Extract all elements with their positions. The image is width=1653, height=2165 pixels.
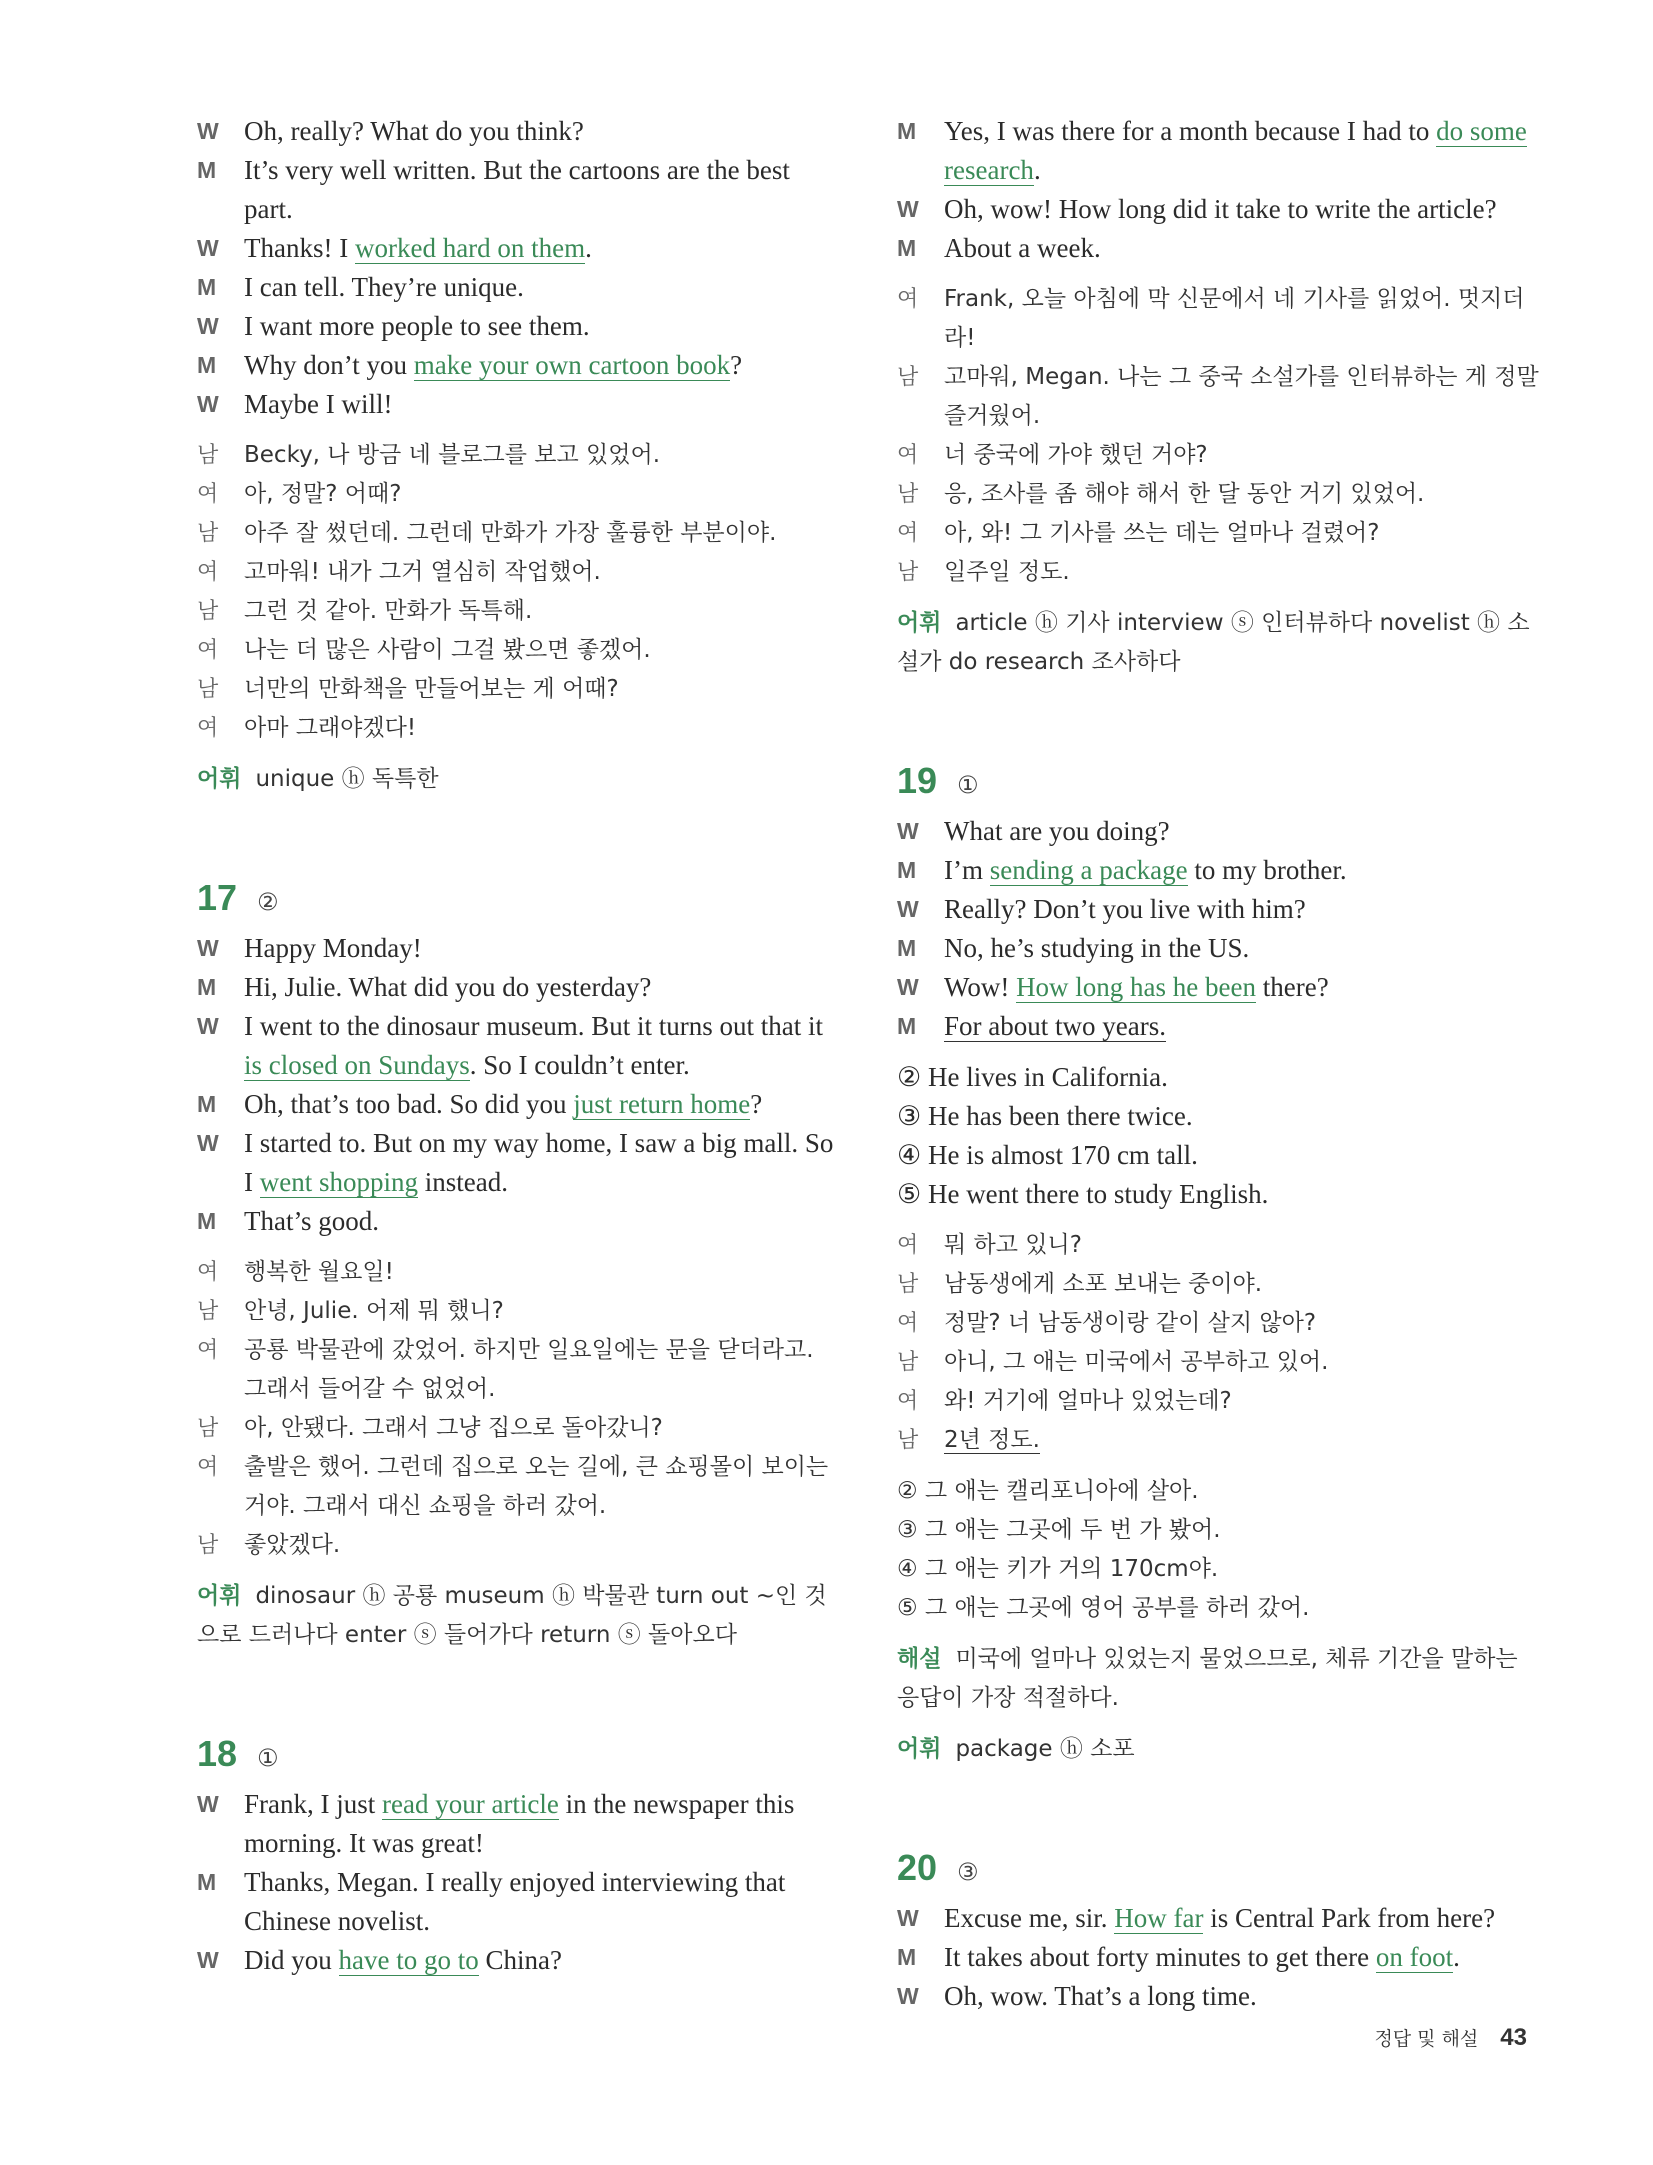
- dialogue-line: [197, 592, 839, 631]
- line-text: [244, 385, 839, 424]
- line-text: [944, 475, 1539, 514]
- dialogue-line: [197, 1253, 839, 1292]
- speaker-label: 남: [197, 443, 219, 468]
- line-text-plain: Maybe I will!: [244, 389, 393, 419]
- page-number: 43: [1500, 2024, 1527, 2051]
- line-text: [244, 1785, 839, 1863]
- speaker-label: 여: [897, 1233, 919, 1258]
- line-text-plain: 행복한 월요일!: [244, 1259, 394, 1285]
- dialogue-line: [897, 1977, 1539, 2016]
- line-text: [244, 436, 839, 475]
- line-text-plain: Yes, I was there for a month because I had to: [944, 116, 1437, 146]
- answer-options-ko: [897, 1472, 1539, 1628]
- speaker-label: W: [197, 118, 219, 144]
- line-text: [244, 307, 839, 346]
- line-text-plain: 아, 안됐다. 그래서 그냥 집으로 돌아갔니?: [244, 1415, 663, 1441]
- dialogue-line: [197, 1331, 839, 1409]
- question-header: [197, 877, 839, 919]
- line-text-plain: is Central Park from here?: [1203, 1903, 1496, 1933]
- speaker-label: 남: [197, 1416, 219, 1441]
- dialogue-line: [197, 1007, 839, 1085]
- line-text: [244, 1526, 839, 1565]
- line-text: [244, 1007, 839, 1085]
- line-text: [944, 851, 1539, 890]
- vocab-label: 어휘: [197, 1583, 242, 1609]
- line-text: [244, 268, 839, 307]
- speaker-label: 남: [197, 1533, 219, 1558]
- line-text-plain: I want more people to see them.: [244, 311, 590, 341]
- line-text-plain: 좋았겠다.: [244, 1532, 341, 1558]
- speaker-label: W: [897, 818, 919, 844]
- speaker-label: 여: [197, 716, 219, 741]
- line-text: [244, 1331, 839, 1409]
- question-number: 20: [897, 1847, 938, 1888]
- speaker-label: W: [897, 1983, 919, 2009]
- speaker-label: M: [897, 1944, 917, 1970]
- line-text-plain: Oh, wow! How long did it take to write the article?: [944, 194, 1497, 224]
- dialogue-ko: [197, 1253, 839, 1565]
- dialogue-line: [197, 1785, 839, 1863]
- dialogue-ko: [897, 1226, 1539, 1460]
- line-text-plain: Happy Monday!: [244, 933, 422, 963]
- dialogue-line: [897, 1899, 1539, 1938]
- explanation-line: [897, 1640, 1539, 1718]
- line-text-plain: Hi, Julie. What did you do yesterday?: [244, 972, 652, 1002]
- line-text: [244, 229, 839, 268]
- vocab-label: 어휘: [197, 766, 242, 792]
- dialogue-line: [897, 553, 1539, 592]
- speaker-label: M: [197, 1208, 217, 1234]
- speaker-label: 남: [197, 1299, 219, 1324]
- line-text-plain: there?: [1256, 972, 1329, 1002]
- line-text-plain: Oh, really? What do you think?: [244, 116, 584, 146]
- speaker-label: M: [897, 935, 917, 961]
- line-text-plain: Why don’t you: [244, 350, 414, 380]
- highlight-phrase: How far: [1114, 1903, 1204, 1933]
- line-text: [244, 1202, 839, 1241]
- line-text-plain: 나는 더 많은 사람이 그걸 봤으면 좋겠어.: [244, 637, 651, 663]
- line-text: [944, 812, 1539, 851]
- line-text-plain: 아주 잘 썼던데. 그런데 만화가 가장 훌륭한 부분이야.: [244, 520, 777, 546]
- speaker-label: 남: [197, 599, 219, 624]
- line-text-plain: Thanks, Megan. I really enjoyed interviewing that Chinese novelist.: [244, 1867, 786, 1936]
- dialogue-en: [897, 112, 1539, 268]
- answer-mark: ①: [957, 771, 979, 799]
- dialogue-line: [197, 1085, 839, 1124]
- line-text: [244, 112, 839, 151]
- speaker-label: 여: [197, 1260, 219, 1285]
- question-header: [897, 760, 1539, 802]
- speaker-label: 남: [897, 482, 919, 507]
- speaker-label: 여: [897, 287, 919, 312]
- dialogue-line: [197, 1448, 839, 1526]
- dialogue-line: [897, 1007, 1539, 1046]
- line-text-plain: I’m: [944, 855, 990, 885]
- line-text-plain: ?: [750, 1089, 763, 1119]
- speaker-label: 남: [897, 1350, 919, 1375]
- line-text: [244, 1448, 839, 1526]
- line-text: [244, 1941, 839, 1980]
- speaker-label: W: [197, 235, 219, 261]
- dialogue-ko: [197, 436, 839, 748]
- line-text: [944, 1899, 1539, 1938]
- line-text-plain: Frank, I just: [244, 1789, 382, 1819]
- line-text: [244, 968, 839, 1007]
- speaker-label: 남: [897, 1272, 919, 1297]
- speaker-label: 여: [897, 1311, 919, 1336]
- highlight-phrase: How long has he been: [1016, 972, 1257, 1002]
- dialogue-line: [197, 553, 839, 592]
- right-column: [897, 112, 1539, 2028]
- vocab-text: dinosaur ⓗ 공룡 museum ⓗ 박물관 turn out ~인 것으로 드러나다 enter ⓢ 들어가다 return ⓢ 돌아오다: [197, 1583, 827, 1648]
- line-text-plain: . So I couldn’t enter.: [469, 1050, 690, 1080]
- dialogue-line: [197, 1202, 839, 1241]
- dialogue-line: [197, 968, 839, 1007]
- dialogue-line: [897, 890, 1539, 929]
- dialogue-line: [197, 385, 839, 424]
- speaker-label: 남: [897, 560, 919, 585]
- line-text-plain: That’s good.: [244, 1206, 379, 1236]
- speaker-label: 남: [897, 1428, 919, 1453]
- line-text-plain: 아니, 그 애는 미국에서 공부하고 있어.: [944, 1349, 1329, 1375]
- option-item: ⑤ He went there to study English.: [897, 1179, 1269, 1209]
- speaker-label: 여: [197, 482, 219, 507]
- speaker-label: 여: [197, 560, 219, 585]
- line-text-plain: 고마워! 내가 그거 열심히 작업했어.: [244, 559, 601, 585]
- line-text-plain: It’s very well written. But the cartoons are the best part.: [244, 155, 790, 224]
- vocab-label: 어휘: [897, 1736, 942, 1762]
- dialogue-line: [197, 346, 839, 385]
- speaker-label: W: [197, 1130, 219, 1156]
- option-item: ③ 그 애는 그곳에 두 번 가 봤어.: [897, 1517, 1221, 1543]
- line-text-plain: to my brother.: [1187, 855, 1347, 885]
- dialogue-line: [897, 280, 1539, 358]
- question-number: 18: [197, 1733, 238, 1774]
- line-text-plain: 그런 것 같아. 만화가 독특해.: [244, 598, 533, 624]
- line-text: [244, 670, 839, 709]
- dialogue-line: [897, 514, 1539, 553]
- vocab-text: article ⓗ 기사 interview ⓢ 인터뷰하다 novelist ⓗ 소설가 do research 조사하다: [897, 610, 1530, 675]
- vocab-label: 어휘: [897, 610, 942, 636]
- line-text: [944, 968, 1539, 1007]
- line-text: [244, 1124, 839, 1202]
- line-text-plain: Excuse me, sir.: [944, 1903, 1115, 1933]
- speaker-label: M: [197, 1091, 217, 1117]
- line-text-plain: China?: [478, 1945, 562, 1975]
- speaker-label: M: [897, 235, 917, 261]
- speaker-label: M: [197, 274, 217, 300]
- page-footer: [1374, 2024, 1527, 2052]
- line-text-plain: .: [1453, 1942, 1460, 1972]
- dialogue-line: [197, 151, 839, 229]
- line-text: [244, 709, 839, 748]
- highlight-phrase: sending a package: [989, 855, 1188, 885]
- line-text-plain: Wow!: [944, 972, 1017, 1002]
- speaker-label: W: [197, 935, 219, 961]
- line-text-plain: 남동생에게 소포 보내는 중이야.: [944, 1271, 1263, 1297]
- line-text-plain: 너만의 만화책을 만들어보는 게 어때?: [244, 676, 619, 702]
- line-text: [244, 151, 839, 229]
- speaker-label: M: [197, 352, 217, 378]
- line-text-plain: 정말? 너 남동생이랑 같이 살지 않아?: [944, 1310, 1317, 1336]
- dialogue-line: [197, 1941, 839, 1980]
- speaker-label: 여: [197, 1338, 219, 1363]
- question-number: 17: [197, 877, 238, 918]
- line-text-plain: No, he’s studying in the US.: [944, 933, 1250, 963]
- speaker-label: M: [197, 157, 217, 183]
- speaker-label: W: [197, 1013, 219, 1039]
- line-text-plain: Oh, wow. That’s a long time.: [944, 1981, 1257, 2011]
- line-text-plain: Thanks! I: [244, 233, 355, 263]
- line-text: [944, 929, 1539, 968]
- line-text-plain: I started to. But on my way home, I saw a big mall. So I: [244, 1128, 834, 1197]
- dialogue-line: [197, 1292, 839, 1331]
- speaker-label: W: [197, 1791, 219, 1817]
- dialogue-line: [897, 1265, 1539, 1304]
- line-text-plain: About a week.: [944, 233, 1101, 263]
- underlined-answer: For about two years.: [944, 1011, 1166, 1041]
- speaker-label: M: [897, 857, 917, 883]
- dialogue-line: [897, 1226, 1539, 1265]
- speaker-label: W: [197, 1947, 219, 1973]
- line-text: [244, 1292, 839, 1331]
- line-text: [244, 475, 839, 514]
- highlight-phrase: worked hard on them: [354, 233, 586, 263]
- dialogue-en: [197, 112, 839, 424]
- line-text: [244, 929, 839, 968]
- vocab-line: [197, 760, 839, 799]
- speaker-label: M: [197, 1869, 217, 1895]
- dialogue-line: [897, 1343, 1539, 1382]
- line-text: [244, 514, 839, 553]
- question-header: [197, 1733, 839, 1775]
- dialogue-line: [897, 190, 1539, 229]
- option-item: ④ He is almost 170 cm tall.: [897, 1140, 1198, 1170]
- dialogue-ko: [897, 280, 1539, 592]
- dialogue-line: [897, 851, 1539, 890]
- line-text: [244, 631, 839, 670]
- option-item: ② He lives in California.: [897, 1062, 1168, 1092]
- dialogue-line: [897, 1382, 1539, 1421]
- line-text: [944, 1382, 1539, 1421]
- speaker-label: 여: [897, 1389, 919, 1414]
- explanation-text: 미국에 얼마나 있었는지 물었으므로, 체류 기간을 말하는 응답이 가장 적절하다.: [897, 1646, 1518, 1711]
- speaker-label: W: [897, 1905, 919, 1931]
- speaker-label: 여: [897, 443, 919, 468]
- dialogue-line: [897, 968, 1539, 1007]
- dialogue-line: [897, 1304, 1539, 1343]
- highlight-phrase: make your own cartoon book: [413, 350, 731, 380]
- line-text: [944, 514, 1539, 553]
- line-text: [944, 436, 1539, 475]
- dialogue-line: [897, 112, 1539, 190]
- line-text-plain: .: [585, 233, 592, 263]
- line-text-plain: 아, 와! 그 기사를 쓰는 데는 얼마나 걸렸어?: [944, 520, 1380, 546]
- vocab-line: [897, 604, 1539, 682]
- speaker-label: M: [197, 974, 217, 1000]
- highlight-phrase: just return home: [573, 1089, 751, 1119]
- line-text-plain: Frank, 오늘 아침에 막 신문에서 네 기사를 읽었어. 멋지더라!: [944, 286, 1525, 351]
- speaker-label: W: [897, 974, 919, 1000]
- dialogue-en: [897, 812, 1539, 1046]
- line-text-plain: What are you doing?: [944, 816, 1170, 846]
- question-number: 19: [897, 760, 938, 801]
- line-text-plain: 출발은 했어. 그런데 집으로 오는 길에, 큰 쇼핑몰이 보이는 거야. 그래서 대신 쇼핑을 하러 갔어.: [244, 1454, 829, 1519]
- highlight-phrase: is closed on Sundays: [244, 1050, 470, 1080]
- speaker-label: M: [897, 1013, 917, 1039]
- dialogue-line: [897, 436, 1539, 475]
- line-text: [944, 1226, 1539, 1265]
- dialogue-line: [197, 1863, 839, 1941]
- footer-label: 정답 및 해설: [1374, 2028, 1479, 2050]
- line-text-plain: in the newspaper this morning. It was great!: [244, 1789, 795, 1858]
- line-text: [944, 890, 1539, 929]
- dialogue-line: [197, 112, 839, 151]
- explanation-label: 해설: [897, 1646, 942, 1672]
- answer-mark: ①: [257, 1744, 279, 1772]
- speaker-label: 남: [197, 521, 219, 546]
- line-text: [244, 346, 839, 385]
- line-text: [244, 1409, 839, 1448]
- line-text: [944, 553, 1539, 592]
- vocab-text: unique ⓗ 독특한: [255, 766, 439, 792]
- dialogue-line: [897, 929, 1539, 968]
- line-text: [944, 280, 1539, 358]
- dialogue-en: [897, 1899, 1539, 2016]
- speaker-label: 여: [197, 638, 219, 663]
- speaker-label: W: [197, 391, 219, 417]
- dialogue-line: [897, 475, 1539, 514]
- line-text: [944, 190, 1539, 229]
- answer-mark: ③: [957, 1858, 979, 1886]
- dialogue-en: [197, 1785, 839, 1980]
- question-header: [897, 1847, 1539, 1889]
- line-text: [244, 1863, 839, 1941]
- line-text-plain: Did you: [244, 1945, 339, 1975]
- highlight-phrase: read your article: [382, 1789, 559, 1819]
- line-text-plain: I went to the dinosaur museum. But it turns out that it: [244, 1011, 823, 1041]
- line-text: [944, 358, 1539, 436]
- line-text: [244, 592, 839, 631]
- line-text: [944, 1265, 1539, 1304]
- highlight-phrase: do some research: [944, 116, 1527, 185]
- line-text: [944, 1977, 1539, 2016]
- line-text-plain: 아마 그래야겠다!: [244, 715, 417, 741]
- line-text-plain: 응, 조사를 좀 해야 해서 한 달 동안 거기 있었어.: [944, 481, 1425, 507]
- dialogue-line: [197, 1526, 839, 1565]
- speaker-label: 남: [897, 365, 919, 390]
- line-text: [944, 1343, 1539, 1382]
- highlight-phrase: have to go to: [338, 1945, 479, 1975]
- line-text-plain: 일주일 정도.: [944, 559, 1070, 585]
- line-text-plain: 안녕, Julie. 어제 뭐 했니?: [244, 1298, 504, 1324]
- line-text-plain: 아, 정말? 어때?: [244, 481, 402, 507]
- dialogue-line: [197, 929, 839, 968]
- line-text-plain: 와! 거기에 얼마나 있었는데?: [944, 1388, 1232, 1414]
- speaker-label: 여: [197, 1455, 219, 1480]
- highlight-phrase: went shopping: [259, 1167, 418, 1197]
- line-text-plain: Really? Don’t you live with him?: [944, 894, 1306, 924]
- dialogue-line: [197, 631, 839, 670]
- dialogue-line: [197, 475, 839, 514]
- dialogue-line: [897, 1421, 1539, 1460]
- answer-mark: ②: [257, 888, 279, 916]
- line-text: [944, 229, 1539, 268]
- dialogue-en: [197, 929, 839, 1241]
- dialogue-line: [197, 1124, 839, 1202]
- dialogue-line: [197, 436, 839, 475]
- line-text-plain: Oh, that’s too bad. So did you: [244, 1089, 574, 1119]
- dialogue-line: [197, 307, 839, 346]
- line-text-plain: 뭐 하고 있니?: [944, 1232, 1082, 1258]
- dialogue-line: [897, 1938, 1539, 1977]
- line-text-plain: I can tell. They’re unique.: [244, 272, 524, 302]
- dialogue-line: [897, 358, 1539, 436]
- vocab-line: [897, 1730, 1539, 1769]
- line-text-plain: 고마워, Megan. 나는 그 중국 소설가를 인터뷰하는 게 정말 즐거웠어.: [944, 364, 1539, 429]
- line-text-plain: instead.: [418, 1167, 508, 1197]
- dialogue-line: [897, 229, 1539, 268]
- vocab-line: [197, 1577, 839, 1655]
- speaker-label: W: [897, 196, 919, 222]
- speaker-label: M: [897, 118, 917, 144]
- line-text-plain: 공룡 박물관에 갔었어. 하지만 일요일에는 문을 닫더라고. 그래서 들어갈 수 없었어.: [244, 1337, 814, 1402]
- option-item: ② 그 애는 캘리포니아에 살아.: [897, 1478, 1199, 1504]
- line-text-plain: .: [1033, 155, 1041, 185]
- line-text-plain: It takes about forty minutes to get there: [944, 1942, 1376, 1972]
- vocab-text: package ⓗ 소포: [955, 1736, 1135, 1762]
- speaker-label: W: [897, 896, 919, 922]
- option-item: ④ 그 애는 키가 거의 170cm야.: [897, 1556, 1219, 1582]
- speaker-label: 여: [897, 521, 919, 546]
- line-text: [944, 1007, 1539, 1046]
- line-text: [244, 1085, 839, 1124]
- dialogue-line: [897, 812, 1539, 851]
- dialogue-line: [197, 229, 839, 268]
- line-text: [944, 112, 1539, 190]
- speaker-label: 남: [197, 677, 219, 702]
- dialogue-line: [197, 709, 839, 748]
- answer-options: [897, 1058, 1539, 1214]
- speaker-label: W: [197, 313, 219, 339]
- line-text: [244, 1253, 839, 1292]
- option-item: ⑤ 그 애는 그곳에 영어 공부를 하러 갔어.: [897, 1595, 1310, 1621]
- line-text: [244, 553, 839, 592]
- line-text: [944, 1421, 1539, 1460]
- dialogue-line: [197, 514, 839, 553]
- line-text-plain: ?: [730, 350, 743, 380]
- line-text: [944, 1304, 1539, 1343]
- highlight-phrase: on foot: [1375, 1942, 1454, 1972]
- line-text-plain: Becky, 나 방금 네 블로그를 보고 있었어.: [244, 442, 661, 468]
- option-item: ③ He has been there twice.: [897, 1101, 1193, 1131]
- line-text: [944, 1938, 1539, 1977]
- dialogue-line: [197, 268, 839, 307]
- dialogue-line: [197, 670, 839, 709]
- dialogue-line: [197, 1409, 839, 1448]
- line-text-plain: 너 중국에 가야 했던 거야?: [944, 442, 1208, 468]
- left-column: [197, 112, 839, 1992]
- underlined-answer: 2년 정도.: [944, 1427, 1040, 1453]
